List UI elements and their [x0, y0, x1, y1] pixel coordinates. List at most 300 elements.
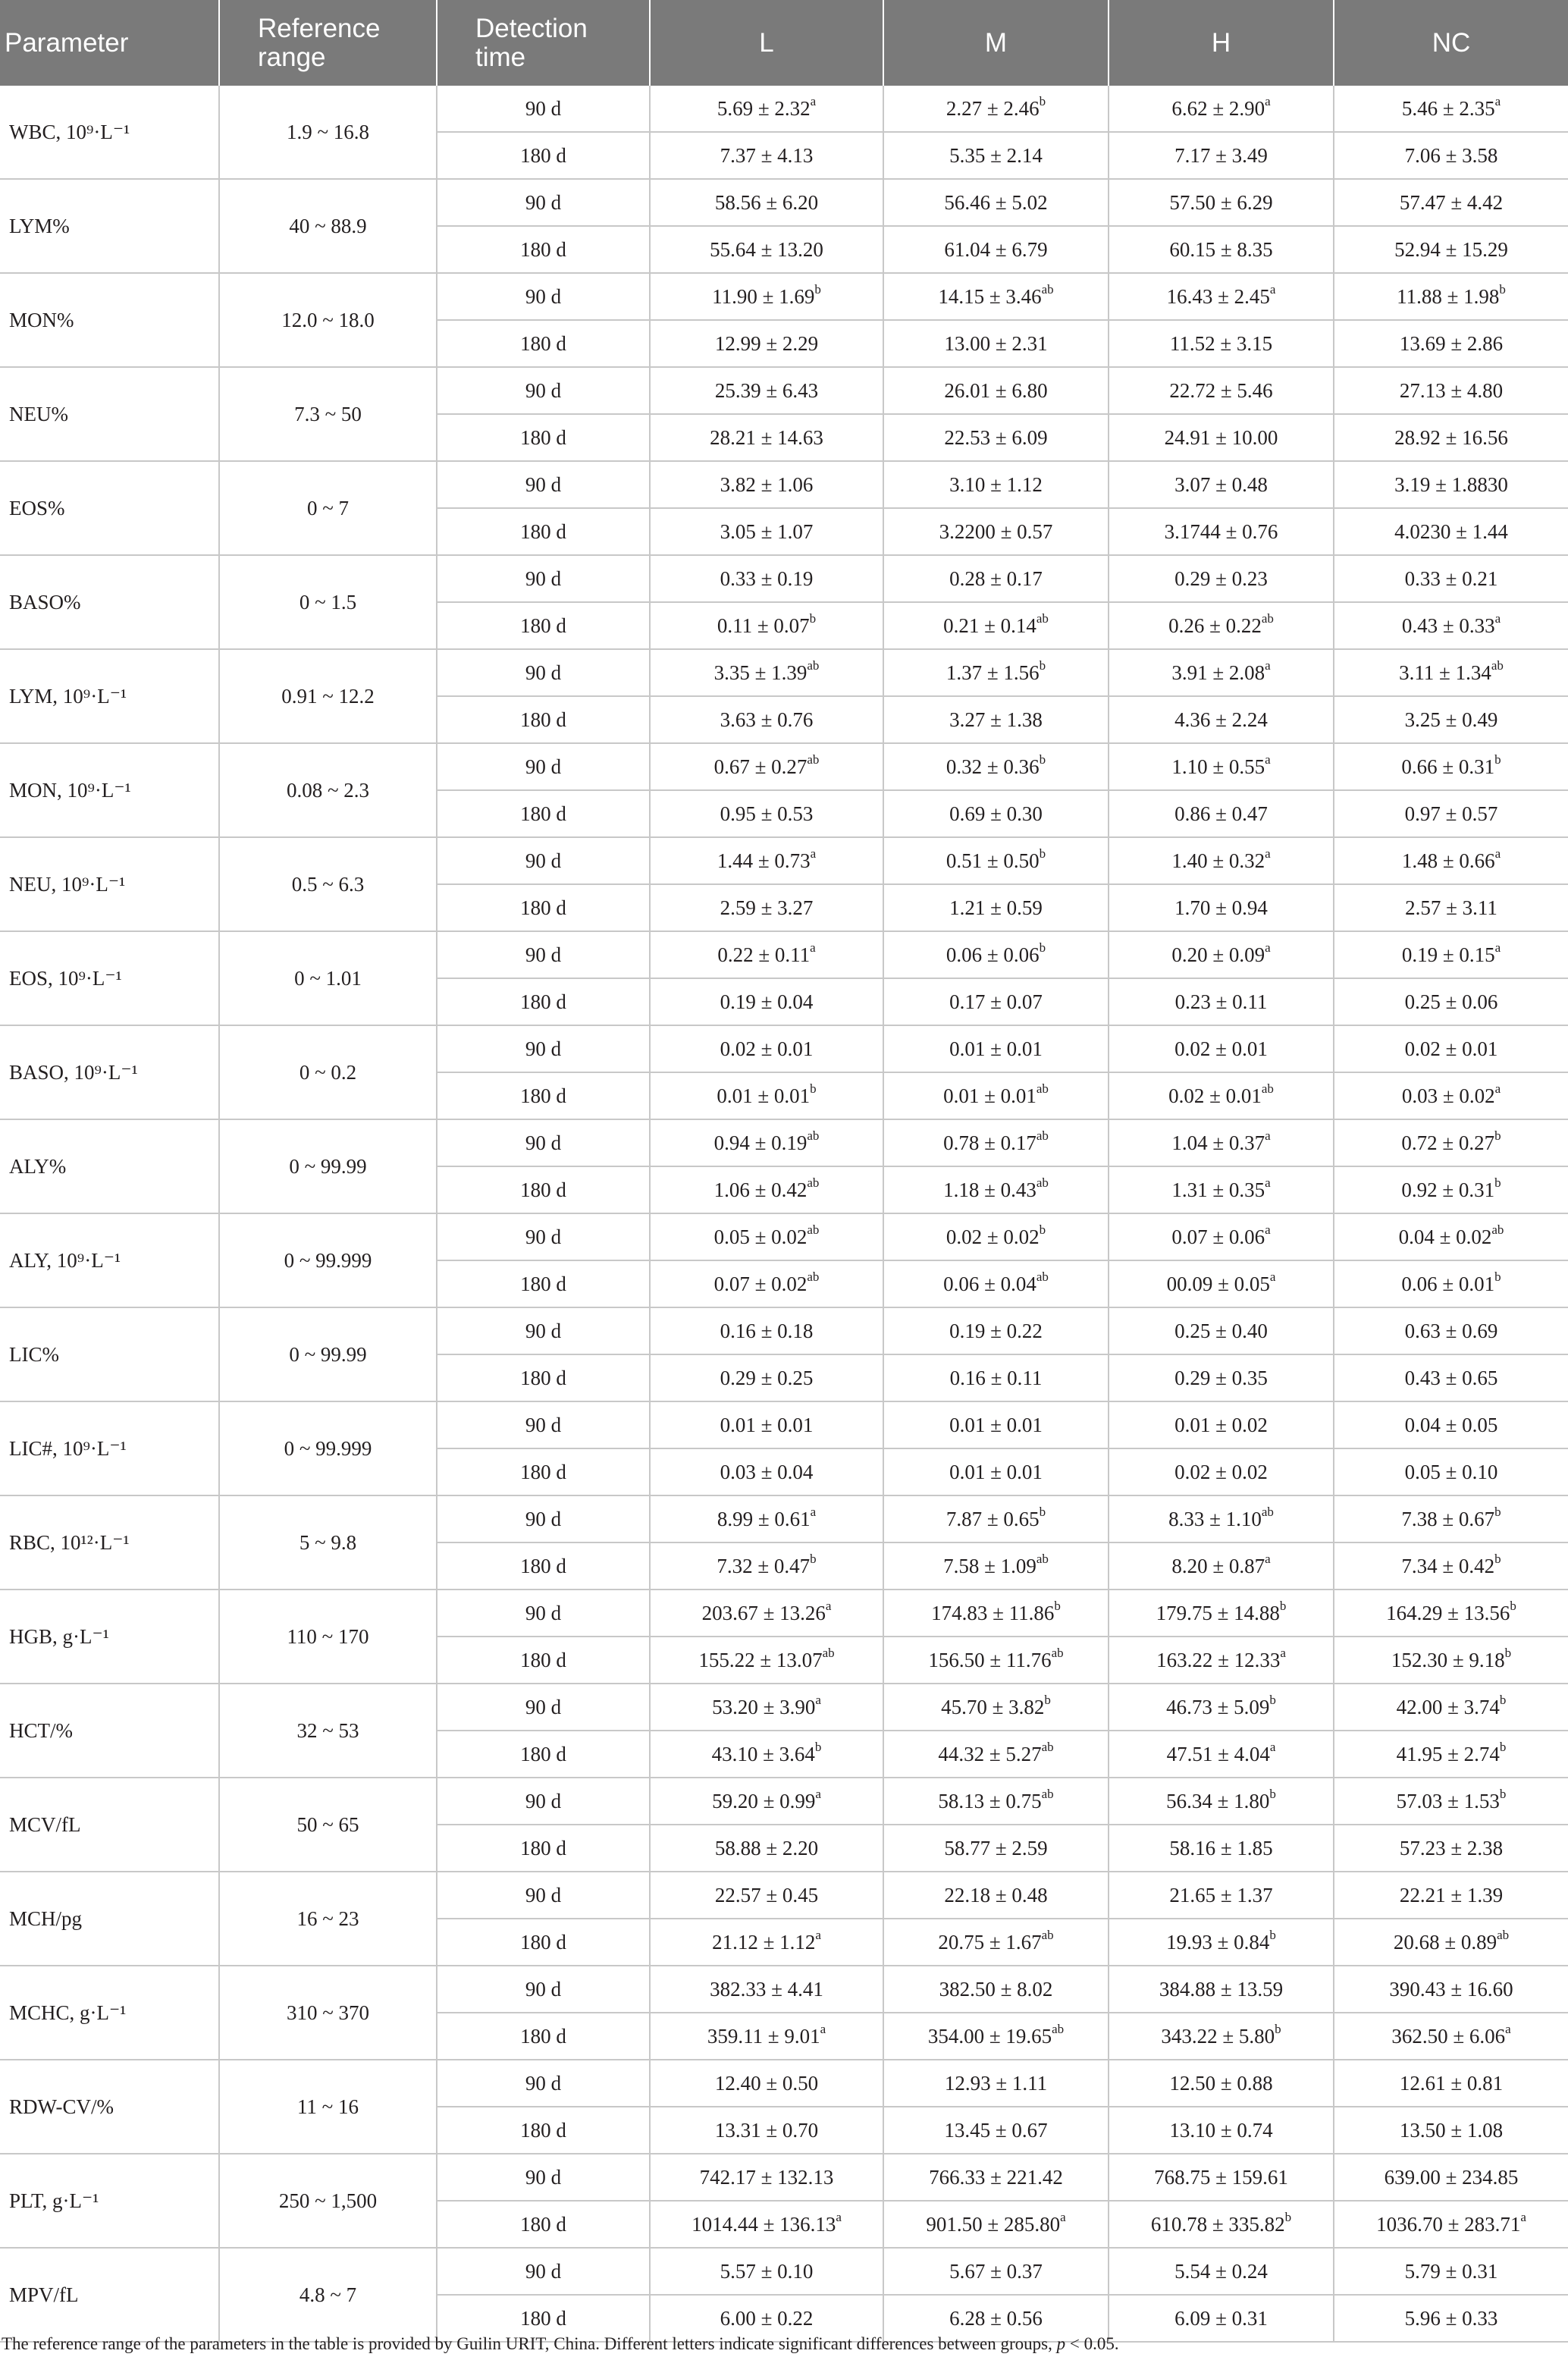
mean-sd-value: 13.50 ± 1.08 — [1399, 2118, 1504, 2142]
significance-letter: b — [1284, 2209, 1292, 2224]
value-cell — [883, 1166, 1109, 1213]
value-cell — [1109, 602, 1334, 649]
value-cell — [883, 978, 1109, 1025]
value-cell — [883, 884, 1109, 931]
value-cell — [1334, 2295, 1568, 2342]
mean-sd-value: 25.39 ± 6.43 — [714, 378, 819, 402]
detection-time-cell: 180 d — [437, 2107, 650, 2154]
mean-sd-value: 7.38 ± 0.67 — [1401, 1507, 1495, 1530]
value-cell — [883, 696, 1109, 743]
parameter-cell: LIC% — [0, 1307, 219, 1401]
value-cell — [1109, 743, 1334, 790]
value-cell — [883, 1354, 1109, 1401]
value-cell — [1109, 1119, 1334, 1166]
value-cell — [650, 1731, 883, 1778]
mean-sd-value: 0.16 ± 0.18 — [720, 1319, 814, 1342]
value-cell — [883, 1448, 1109, 1495]
significance-letter: ab — [1036, 1128, 1049, 1143]
value-cell — [1109, 1825, 1334, 1872]
mean-sd-value: 1.48 ± 0.66 — [1401, 849, 1495, 872]
detection-time-cell: 90 d — [437, 1025, 650, 1072]
value-cell — [650, 2107, 883, 2154]
value-cell — [1109, 320, 1334, 367]
mean-sd-value: 0.04 ± 0.05 — [1404, 1413, 1498, 1436]
significance-letter: ab — [1497, 1927, 1510, 1942]
mean-sd-value: 174.83 ± 11.86 — [931, 1601, 1055, 1624]
significance-letter: a — [1269, 1269, 1276, 1284]
value-cell — [650, 1260, 883, 1307]
significance-letter: a — [820, 2021, 826, 2036]
value-cell — [1109, 2013, 1334, 2060]
mean-sd-value: 0.67 ± 0.27 — [713, 755, 808, 778]
mean-sd-value: 0.21 ± 0.14 — [943, 614, 1036, 637]
mean-sd-value: 0.66 ± 0.31 — [1401, 755, 1495, 778]
detection-time-cell: 180 d — [437, 414, 650, 461]
mean-sd-value: 0.07 ± 0.06 — [1171, 1225, 1265, 1248]
reference-range-cell: 7.3 ~ 50 — [219, 367, 437, 461]
value-cell — [1109, 837, 1334, 884]
value-cell — [650, 743, 883, 790]
mean-sd-value: 6.00 ± 0.22 — [720, 2306, 814, 2330]
value-cell — [1334, 273, 1568, 320]
mean-sd-value: 0.29 ± 0.23 — [1174, 566, 1268, 590]
mean-sd-value: 44.32 ± 5.27 — [938, 1742, 1042, 1765]
mean-sd-value: 639.00 ± 234.85 — [1384, 2165, 1519, 2189]
mean-sd-value: 152.30 ± 9.18 — [1391, 1648, 1505, 1671]
value-cell — [1334, 1307, 1568, 1354]
mean-sd-value: 0.43 ± 0.65 — [1404, 1366, 1498, 1389]
reference-range-cell: 0 ~ 99.99 — [219, 1307, 437, 1401]
detection-time-cell: 90 d — [437, 1119, 650, 1166]
value-cell — [883, 1119, 1109, 1166]
value-cell — [883, 1213, 1109, 1260]
value-cell — [1109, 1966, 1334, 2013]
detection-time-cell: 90 d — [437, 1213, 650, 1260]
value-cell — [650, 1166, 883, 1213]
mean-sd-value: 0.02 ± 0.01 — [720, 1037, 814, 1060]
value-cell — [650, 1542, 883, 1590]
significance-letter: b — [1499, 1692, 1507, 1707]
significance-letter: ab — [807, 752, 820, 767]
mean-sd-value: 7.32 ± 0.47 — [717, 1554, 811, 1577]
mean-sd-value: 382.50 ± 8.02 — [939, 1977, 1053, 2001]
value-cell — [1334, 1260, 1568, 1307]
significance-letter: b — [809, 610, 817, 626]
value-cell — [650, 1401, 883, 1448]
value-cell — [1109, 2107, 1334, 2154]
mean-sd-value: 52.94 ± 15.29 — [1394, 237, 1508, 261]
significance-letter: b — [1269, 1692, 1276, 1707]
detection-time-cell: 180 d — [437, 226, 650, 273]
value-cell — [650, 273, 883, 320]
mean-sd-value: 203.67 ± 13.26 — [701, 1601, 826, 1624]
significance-letter: a — [825, 1598, 832, 1613]
value-cell — [1109, 1684, 1334, 1731]
value-cell — [650, 1072, 883, 1119]
reference-range-cell: 32 ~ 53 — [219, 1684, 437, 1778]
significance-letter: ab — [1261, 610, 1274, 626]
mean-sd-value: 8.33 ± 1.10 — [1168, 1507, 1262, 1530]
mean-sd-value: 1.44 ± 0.73 — [717, 849, 811, 872]
mean-sd-value: 7.06 ± 3.58 — [1404, 143, 1498, 167]
mean-sd-value: 0.19 ± 0.15 — [1401, 943, 1495, 966]
value-cell — [883, 179, 1109, 226]
value-cell — [1334, 1731, 1568, 1778]
significance-letter: b — [1039, 1222, 1046, 1237]
value-cell — [1109, 1072, 1334, 1119]
detection-time-cell: 180 d — [437, 1448, 650, 1495]
table-row — [0, 555, 1568, 602]
table-row — [0, 1590, 1568, 1637]
parameter-cell: ALY, 10⁹·L⁻¹ — [0, 1213, 219, 1307]
parameter-cell: HGB, g·L⁻¹ — [0, 1590, 219, 1684]
mean-sd-value: 59.20 ± 0.99 — [712, 1789, 816, 1812]
mean-sd-value: 382.33 ± 4.41 — [710, 1977, 823, 2001]
mean-sd-value: 19.93 ± 0.84 — [1166, 1930, 1270, 1954]
detection-time-cell: 180 d — [437, 1637, 650, 1684]
significance-letter: b — [1044, 1692, 1051, 1707]
mean-sd-value: 27.13 ± 4.80 — [1399, 378, 1504, 402]
mean-sd-value: 163.22 ± 12.33 — [1156, 1648, 1281, 1671]
mean-sd-value: 26.01 ± 6.80 — [944, 378, 1048, 402]
detection-time-cell: 90 d — [437, 1872, 650, 1919]
value-cell — [883, 508, 1109, 555]
parameter-cell: LIC#, 10⁹·L⁻¹ — [0, 1401, 219, 1495]
table-row — [0, 649, 1568, 696]
value-cell — [883, 367, 1109, 414]
mean-sd-value: 0.86 ± 0.47 — [1174, 802, 1268, 825]
value-cell — [1109, 1637, 1334, 1684]
mean-sd-value: 0.02 ± 0.02 — [946, 1225, 1040, 1248]
reference-range-cell: 0 ~ 99.99 — [219, 1119, 437, 1213]
mean-sd-value: 0.06 ± 0.01 — [1401, 1272, 1495, 1295]
value-cell — [1334, 1919, 1568, 1966]
mean-sd-value: 0.02 ± 0.01 — [1174, 1037, 1268, 1060]
significance-letter: a — [1265, 1128, 1271, 1143]
value-cell — [1334, 1072, 1568, 1119]
table-footnote: The reference range of the parameters in the table is provided by Guilin URIT, China. Different letters indicate significant differences between groups, p < 0.05. — [2, 2334, 1119, 2353]
value-cell — [883, 2107, 1109, 2154]
value-cell — [1334, 1401, 1568, 1448]
parameter-cell: MPV/fL — [0, 2248, 219, 2342]
reference-range-cell: 11 ~ 16 — [219, 2060, 437, 2154]
value-cell — [1334, 790, 1568, 837]
mean-sd-value: 61.04 ± 6.79 — [944, 237, 1048, 261]
significance-letter: ab — [1041, 1927, 1054, 1942]
value-cell — [1109, 1495, 1334, 1542]
mean-sd-value: 362.50 ± 6.06 — [1391, 2024, 1506, 2048]
detection-time-cell: 180 d — [437, 2013, 650, 2060]
significance-letter: ab — [1036, 1551, 1049, 1566]
mean-sd-value: 0.01 ± 0.02 — [1174, 1413, 1268, 1436]
value-cell — [650, 1825, 883, 1872]
detection-time-cell: 90 d — [437, 1590, 650, 1637]
significance-letter: a — [1265, 752, 1271, 767]
detection-time-cell: 180 d — [437, 508, 650, 555]
value-cell — [650, 2248, 883, 2295]
mean-sd-value: 57.23 ± 2.38 — [1399, 1836, 1504, 1859]
significance-letter: b — [814, 1739, 822, 1754]
value-cell — [1334, 837, 1568, 884]
value-cell — [1334, 2201, 1568, 2248]
value-cell — [650, 1778, 883, 1825]
mean-sd-value: 1036.70 ± 283.71 — [1376, 2212, 1521, 2236]
value-cell — [1109, 2060, 1334, 2107]
value-cell — [1109, 179, 1334, 226]
mean-sd-value: 57.03 ± 1.53 — [1396, 1789, 1500, 1812]
significance-letter: ab — [1041, 281, 1054, 297]
detection-time-cell: 180 d — [437, 978, 650, 1025]
table-row — [0, 1872, 1568, 1919]
value-cell — [883, 1495, 1109, 1542]
significance-letter: a — [836, 2209, 842, 2224]
value-cell — [1109, 978, 1334, 1025]
value-cell — [883, 1590, 1109, 1637]
parameter-cell: LYM, 10⁹·L⁻¹ — [0, 649, 219, 743]
mean-sd-value: 13.31 ± 0.70 — [714, 2118, 819, 2142]
value-cell — [1109, 1778, 1334, 1825]
significance-letter: b — [1054, 1598, 1061, 1613]
value-cell — [883, 2154, 1109, 2201]
reference-range-cell: 250 ~ 1,500 — [219, 2154, 437, 2248]
mean-sd-value: 60.15 ± 8.35 — [1169, 237, 1273, 261]
mean-sd-value: 00.09 ± 0.05 — [1166, 1272, 1270, 1295]
significance-letter: ab — [807, 1222, 820, 1237]
significance-letter: ab — [1261, 1081, 1274, 1096]
significance-letter: ab — [807, 1175, 820, 1190]
mean-sd-value: 7.87 ± 0.65 — [946, 1507, 1040, 1530]
value-cell — [1109, 367, 1334, 414]
value-cell — [650, 86, 883, 132]
mean-sd-value: 13.00 ± 2.31 — [944, 331, 1048, 355]
value-cell — [883, 86, 1109, 132]
reference-range-cell: 50 ~ 65 — [219, 1778, 437, 1872]
parameter-cell: WBC, 10⁹·L⁻¹ — [0, 86, 219, 179]
value-cell — [1109, 508, 1334, 555]
significance-letter: a — [815, 1786, 821, 1801]
value-cell — [650, 2060, 883, 2107]
mean-sd-value: 742.17 ± 132.13 — [699, 2165, 834, 2189]
mean-sd-value: 43.10 ± 3.64 — [711, 1742, 815, 1765]
value-cell — [1109, 931, 1334, 978]
value-cell — [1334, 696, 1568, 743]
mean-sd-value: 3.1744 ± 0.76 — [1164, 519, 1278, 543]
mean-sd-value: 22.53 ± 6.09 — [944, 425, 1048, 449]
parameter-cell: MCV/fL — [0, 1778, 219, 1872]
significance-letter: a — [1265, 940, 1271, 955]
mean-sd-value: 5.79 ± 0.31 — [1404, 2259, 1498, 2283]
significance-letter: b — [1269, 1927, 1276, 1942]
value-cell — [1334, 1166, 1568, 1213]
mean-sd-value: 4.0230 ± 1.44 — [1394, 519, 1508, 543]
significance-letter: b — [1039, 846, 1046, 861]
value-cell — [1109, 1260, 1334, 1307]
value-cell — [1109, 649, 1334, 696]
value-cell — [650, 414, 883, 461]
significance-letter: a — [1265, 1222, 1271, 1237]
detection-time-cell: 90 d — [437, 2060, 650, 2107]
mean-sd-value: 768.75 ± 159.61 — [1154, 2165, 1288, 2189]
detection-time-cell: 180 d — [437, 132, 650, 179]
table-row — [0, 1778, 1568, 1825]
significance-letter: b — [1269, 1786, 1276, 1801]
significance-letter: ab — [1041, 1739, 1054, 1754]
significance-letter: b — [810, 1551, 817, 1566]
mean-sd-value: 28.21 ± 14.63 — [710, 425, 823, 449]
mean-sd-value: 7.58 ± 1.09 — [943, 1554, 1036, 1577]
significance-letter: a — [810, 1504, 817, 1519]
mean-sd-value: 0.20 ± 0.09 — [1171, 943, 1265, 966]
header-group-l: L — [650, 0, 883, 86]
parameter-cell: HCT/% — [0, 1684, 219, 1778]
mean-sd-value: 0.29 ± 0.35 — [1174, 1366, 1268, 1389]
value-cell — [883, 1684, 1109, 1731]
mean-sd-value: 21.12 ± 1.12 — [712, 1930, 816, 1954]
detection-time-cell: 180 d — [437, 2295, 650, 2342]
significance-letter: a — [1494, 93, 1501, 108]
detection-time-cell: 180 d — [437, 1166, 650, 1213]
mean-sd-value: 8.20 ± 0.87 — [1171, 1554, 1265, 1577]
reference-range-cell: 40 ~ 88.9 — [219, 179, 437, 273]
mean-sd-value: 0.16 ± 0.11 — [949, 1366, 1043, 1389]
table-row — [0, 1025, 1568, 1072]
mean-sd-value: 384.88 ± 13.59 — [1159, 1977, 1284, 2001]
value-cell — [650, 696, 883, 743]
significance-letter: a — [1265, 846, 1271, 861]
parameter-cell: EOS% — [0, 461, 219, 555]
detection-time-cell: 180 d — [437, 2201, 650, 2248]
value-cell — [883, 1401, 1109, 1448]
parameter-cell: MCHC, g·L⁻¹ — [0, 1966, 219, 2060]
value-cell — [883, 273, 1109, 320]
mean-sd-value: 0.01 ± 0.01 — [949, 1460, 1043, 1483]
mean-sd-value: 0.01 ± 0.01 — [717, 1084, 811, 1107]
mean-sd-value: 56.34 ± 1.80 — [1166, 1789, 1270, 1812]
significance-letter: b — [1494, 1175, 1501, 1190]
mean-sd-value: 41.95 ± 2.74 — [1396, 1742, 1500, 1765]
significance-letter: a — [1494, 610, 1501, 626]
mean-sd-value: 0.32 ± 0.36 — [946, 755, 1040, 778]
value-cell — [650, 1448, 883, 1495]
significance-letter: a — [1269, 281, 1276, 297]
value-cell — [883, 602, 1109, 649]
value-cell — [650, 1590, 883, 1637]
value-cell — [650, 179, 883, 226]
value-cell — [1334, 2248, 1568, 2295]
value-cell — [1334, 461, 1568, 508]
significance-letter: ab — [1041, 1786, 1054, 1801]
value-cell — [1109, 461, 1334, 508]
mean-sd-value: 1.04 ± 0.37 — [1171, 1131, 1265, 1154]
table-row — [0, 743, 1568, 790]
mean-sd-value: 22.57 ± 0.45 — [714, 1883, 819, 1907]
value-cell — [883, 320, 1109, 367]
mean-sd-value: 57.50 ± 6.29 — [1169, 190, 1273, 214]
mean-sd-value: 7.34 ± 0.42 — [1401, 1554, 1495, 1577]
mean-sd-value: 0.43 ± 0.33 — [1401, 614, 1495, 637]
value-cell — [1109, 555, 1334, 602]
significance-letter: b — [1494, 1504, 1501, 1519]
reference-range-cell: 0.5 ~ 6.3 — [219, 837, 437, 931]
table-row — [0, 461, 1568, 508]
mean-sd-value: 354.00 ± 19.65 — [927, 2024, 1052, 2048]
parameter-cell: BASO, 10⁹·L⁻¹ — [0, 1025, 219, 1119]
mean-sd-value: 3.25 ± 0.49 — [1404, 708, 1498, 731]
value-cell — [1334, 743, 1568, 790]
value-cell — [883, 226, 1109, 273]
value-cell — [1334, 1025, 1568, 1072]
reference-range-cell: 0 ~ 0.2 — [219, 1025, 437, 1119]
reference-range-cell: 0 ~ 99.999 — [219, 1401, 437, 1495]
value-cell — [1334, 884, 1568, 931]
value-cell — [1334, 86, 1568, 132]
mean-sd-value: 4.36 ± 2.24 — [1174, 708, 1268, 731]
value-cell — [883, 414, 1109, 461]
mean-sd-value: 0.02 ± 0.01 — [1168, 1084, 1262, 1107]
value-cell — [650, 1919, 883, 1966]
significance-letter: b — [1499, 1739, 1507, 1754]
significance-letter: b — [1279, 1598, 1287, 1613]
value-cell — [1334, 2107, 1568, 2154]
reference-range-cell: 0 ~ 1.01 — [219, 931, 437, 1025]
mean-sd-value: 42.00 ± 3.74 — [1396, 1695, 1500, 1718]
mean-sd-value: 0.03 ± 0.02 — [1401, 1084, 1495, 1107]
mean-sd-value: 7.37 ± 4.13 — [720, 143, 814, 167]
detection-time-cell: 90 d — [437, 931, 650, 978]
mean-sd-value: 3.91 ± 2.08 — [1171, 661, 1265, 684]
mean-sd-value: 155.22 ± 13.07 — [698, 1648, 823, 1671]
significance-letter: a — [810, 93, 817, 108]
significance-letter: b — [1039, 1504, 1046, 1519]
significance-letter: a — [1280, 1645, 1286, 1660]
significance-letter: ab — [1036, 1081, 1049, 1096]
value-cell — [1334, 508, 1568, 555]
detection-time-cell: 90 d — [437, 1401, 650, 1448]
significance-letter: a — [810, 846, 817, 861]
value-cell — [1334, 1778, 1568, 1825]
significance-letter: a — [1505, 2021, 1511, 2036]
detection-time-cell: 180 d — [437, 1919, 650, 1966]
value-cell — [883, 2060, 1109, 2107]
parameter-cell: PLT, g·L⁻¹ — [0, 2154, 219, 2248]
significance-letter: ab — [1052, 2021, 1065, 2036]
reference-range-cell: 4.8 ~ 7 — [219, 2248, 437, 2342]
table-row — [0, 273, 1568, 320]
mean-sd-value: 0.22 ± 0.11 — [717, 943, 811, 966]
mean-sd-value: 0.04 ± 0.02 — [1398, 1225, 1492, 1248]
mean-sd-value: 0.01 ± 0.01 — [720, 1413, 814, 1436]
significance-letter: a — [1265, 657, 1271, 673]
mean-sd-value: 13.10 ± 0.74 — [1169, 2118, 1273, 2142]
value-cell — [1109, 1448, 1334, 1495]
mean-sd-value: 22.21 ± 1.39 — [1399, 1883, 1504, 1907]
mean-sd-value: 0.33 ± 0.21 — [1404, 566, 1498, 590]
mean-sd-value: 3.10 ± 1.12 — [949, 472, 1043, 496]
value-cell — [650, 1872, 883, 1919]
value-cell — [1109, 1919, 1334, 1966]
mean-sd-value: 11.52 ± 3.15 — [1169, 331, 1273, 355]
mean-sd-value: 1.70 ± 0.94 — [1174, 896, 1268, 919]
mean-sd-value: 3.11 ± 1.34 — [1399, 661, 1491, 684]
value-cell — [1109, 2154, 1334, 2201]
value-cell — [1109, 1354, 1334, 1401]
detection-time-cell: 180 d — [437, 320, 650, 367]
mean-sd-value: 46.73 ± 5.09 — [1166, 1695, 1270, 1718]
mean-sd-value: 20.68 ± 0.89 — [1393, 1930, 1497, 1954]
mean-sd-value: 390.43 ± 16.60 — [1389, 1977, 1513, 2001]
value-cell — [650, 1119, 883, 1166]
significance-letter: b — [1039, 940, 1046, 955]
